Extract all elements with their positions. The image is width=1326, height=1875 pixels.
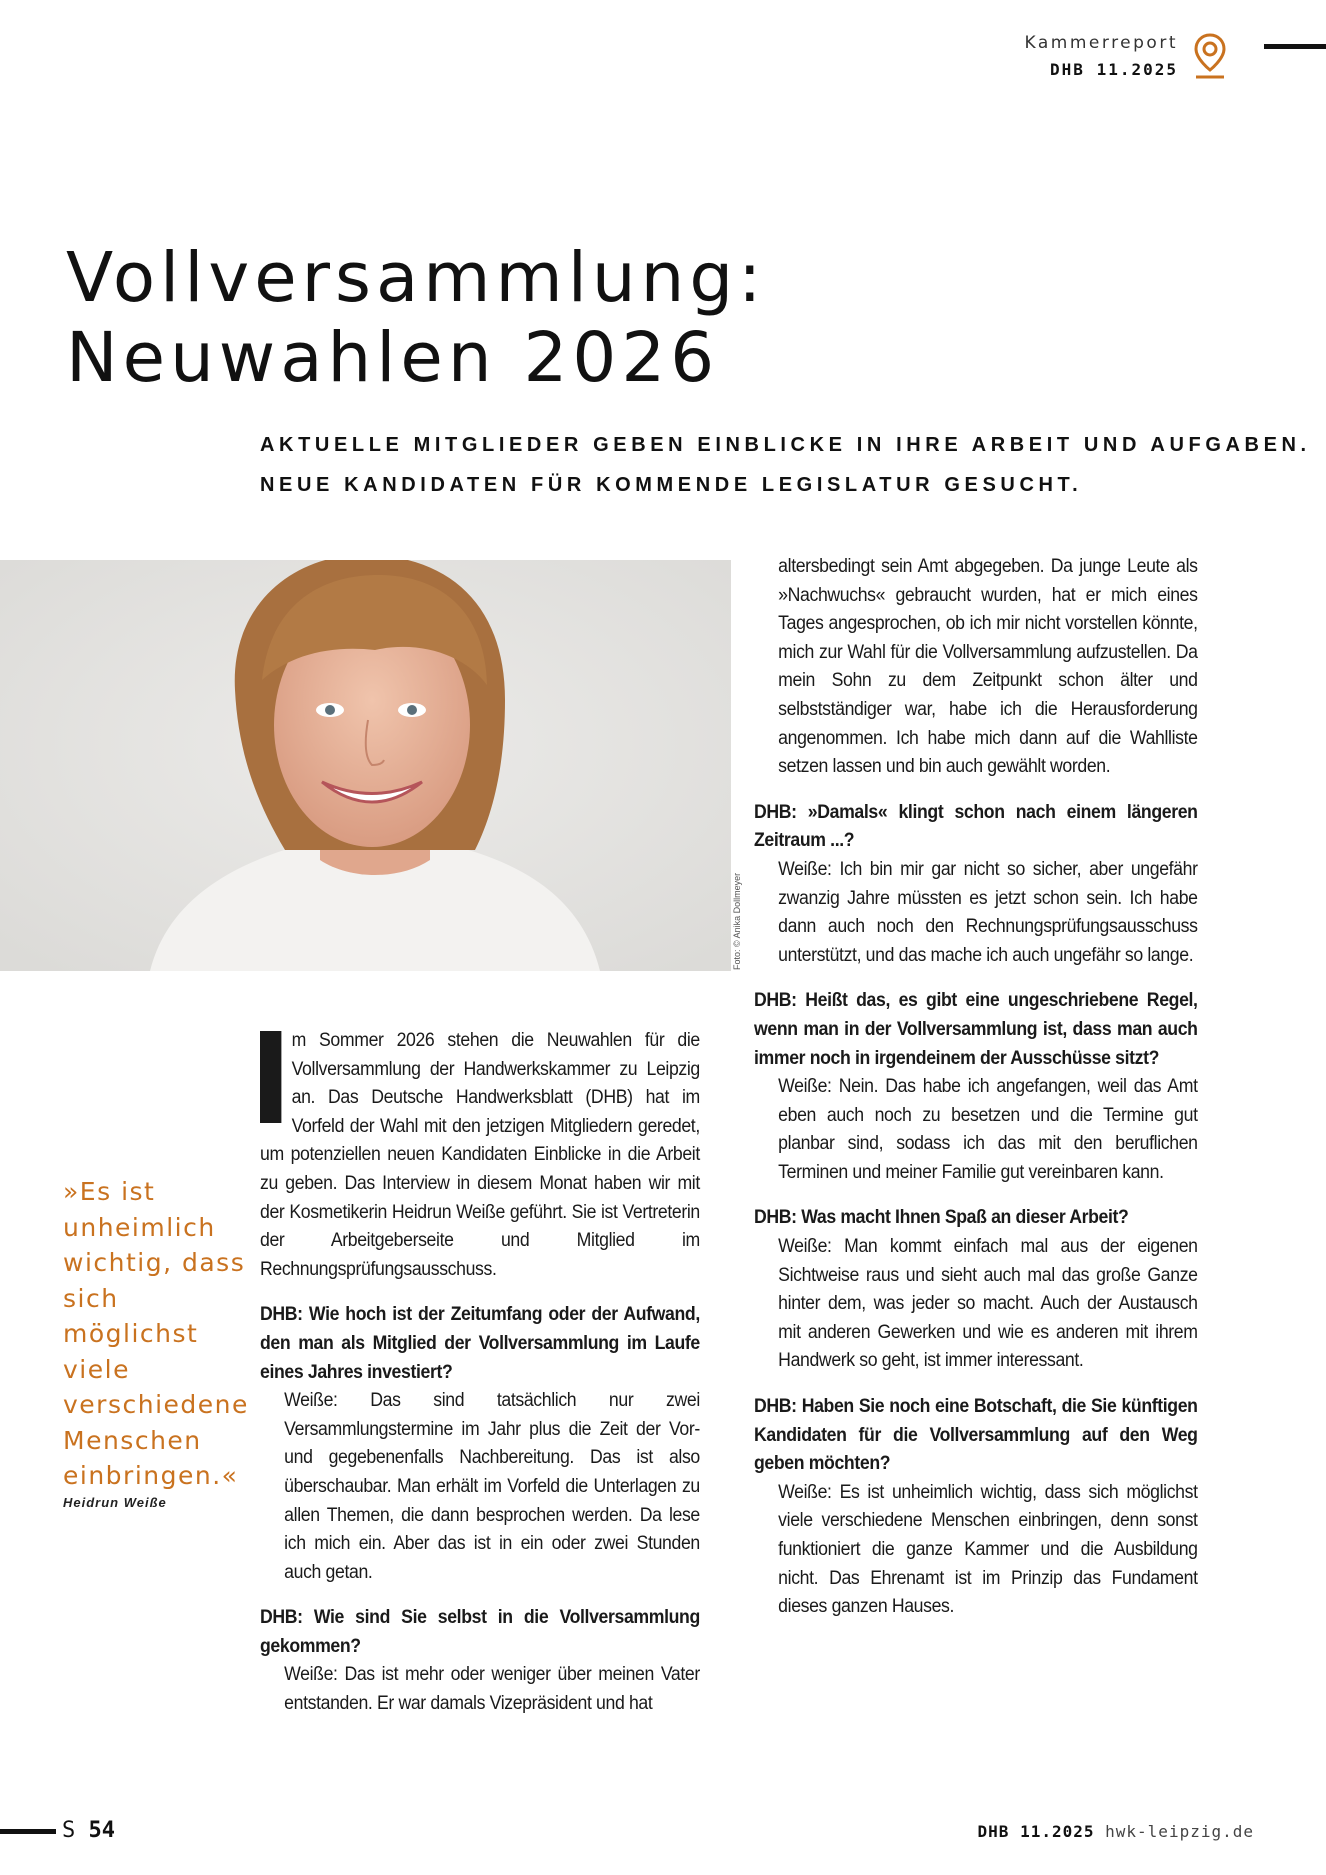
title-line-2: Neuwahlen 2026 [66,318,720,398]
question-1: DHB: Wie hoch ist der Zeitumfang oder der Aufwand, den man als Mitglied der Vollversammlung im Laufe eines Jahres investiert? [260,1304,700,1383]
drop-cap [260,1031,281,1123]
section-label: Kammerreport [1024,33,1178,53]
portrait-illustration [0,560,731,971]
answer-4: Weiße: Nein. Das habe ich angefangen, weil das Amt eben auch noch zu besetzen und die Termine gut planbar sind, sodass ich das mit den beruflichen Terminen und meiner Familie gut vereinbaren kann. [778,1076,1198,1183]
subtitle-line-2: NEUE KANDIDATEN FÜR KOMMENDE LEGISLATUR GESUCHT. [260,474,1083,496]
question-6: DHB: Haben Sie noch eine Botschaft, die Sie künftigen Kandidaten für die Vollversammlung auf den Weg geben möchten? [754,1396,1198,1475]
answer-3: Weiße: Ich bin mir gar nicht so sicher, aber ungefähr zwanzig Jahre müssten es jetzt schon sein. Ich habe dann auch noch den Rechnungsprüfungsausschuss unterstützt, und das mache ich auch ungefähr so lange. [778,858,1198,966]
article-title [66,238,766,398]
answer-6: Weiße: Es ist unheimlich wichtig, dass sich möglichst viele verschiedene Menschen einbringen, denn sonst funktioniert die ganze Kammer und die Ausbildung nicht. Das Ehrenamt ist im Prinzip das Fundament dieses ganzen Hauses. [778,1481,1198,1618]
footer-website[interactable]: hwk-leipzig.de [1105,1822,1254,1841]
question-5: DHB: Was macht Ihnen Spaß an dieser Arbeit? [754,1207,1129,1229]
portrait-photo [0,560,731,971]
question-2: DHB: Wie sind Sie selbst in die Vollversammlung gekommen? [260,1607,700,1657]
footer-rule [0,1829,56,1834]
page-number: S 54 [62,1818,115,1843]
article-subtitle [260,425,1311,505]
answer-2: Weiße: Das ist mehr oder weniger über meinen Vater entstanden. Er war damals Vizepräsident und hat [284,1664,700,1715]
answer-1: Weiße: Das sind tatsächlich nur zwei Versammlungstermine im Jahr plus die Zeit der Vor- und gegebenenfalls Nachbereitung. Das ist also überschaubar. Man erhält im Vorfeld die Unterlagen zu allen Themen, die dann besprochen werden. Da lese ich mich ein. Aber das ist in ein oder zwei Stunden auch getan. [284,1390,700,1583]
answer-5: Weiße: Man kommt einfach mal aus der eigenen Sichtweise raus und sieht auch mal das große Ganze hinter dem, was jeder so macht. Auch der Austausch mit anderen Gewerken und wie es anderen mit ihrem Handwerk so geht, ist immer interessant. [778,1236,1198,1372]
issue-label: DHB 11.2025 [1050,60,1178,79]
title-line-1: Vollversammlung: [66,238,767,318]
answer-2-continued: altersbedingt sein Amt abgegeben. Da junge Leute als »Nachwuchs« gebraucht wurden, hat er mich eines Tages angesprochen, ob ich mir nicht vorstellen könnte, mich zur Wahl für die Vollversammlung aufzustellen. Da mein Sohn zu dem Zeitpunkt schon älter und selbstständiger war, habe ich die Herausforderung angenommen. Ich habe mich dann auf die Wahlliste setzen lassen und bin auch gewählt worden. [778,556,1198,778]
question-4: DHB: Heißt das, es gibt eine ungeschriebene Regel, wenn man in der Vollversammlung ist, dass man auch immer noch in irgendeinem der Ausschüsse sitzt? [754,990,1198,1069]
photo-credit: Foto: © Anika Dollmeyer [732,872,742,970]
location-pin-icon [1191,32,1229,80]
header-rule [1264,44,1326,49]
intro-paragraph: m Sommer 2026 stehen die Neuwahlen für die Vollversammlung der Handwerkskammer zu Leipzig an. Das Deutsche Handwerksblatt (DHB) hat im Vorfeld der Wahl mit den jetzigen Mitgliedern geredet, um potenziellen neuen Kandidaten Einblicke in die Arbeit zu geben. Das Interview in diesem Monat haben wir mit der Kosmetikerin Heidrun Weiße geführt. Sie ist Vertreterin der Arbeitgeberseite und Mitglied im Rechnungsprüfungsausschuss. [260,1030,700,1280]
subtitle-line-1: AKTUELLE MITGLIEDER GEBEN EINBLICKE IN IHRE ARBEIT UND AUFGABEN. [260,434,1311,456]
body-column-right [754,553,1198,1622]
footer-issue: DHB 11.2025 [977,1822,1095,1841]
pull-quote: »Es ist unheimlich wichtig, dass sich möglichst viele verschiedene Menschen einbringen.« [63,1177,249,1490]
footer-info [978,1822,1254,1841]
pull-quote-author: Heidrun Weiße [63,1495,167,1510]
body-column-left [260,1027,700,1719]
question-3: DHB: »Damals« klingt schon nach einem längeren Zeitraum ...? [754,801,1198,852]
